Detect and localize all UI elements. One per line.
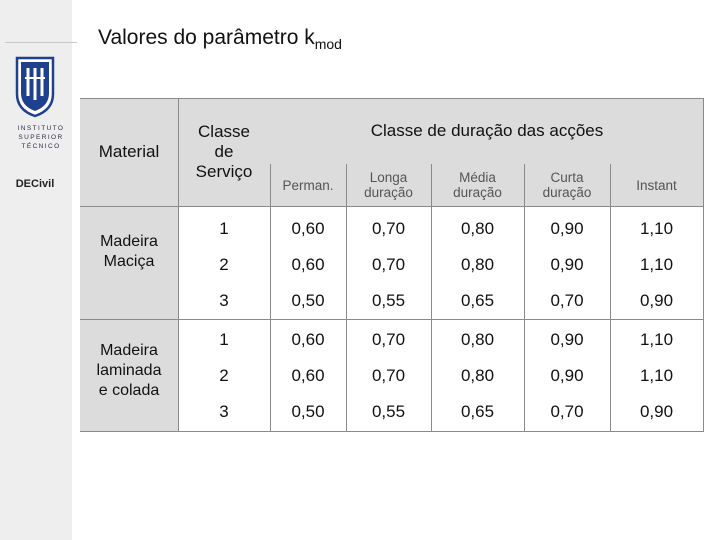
kmod-table [80,98,704,432]
title-text: Valores do parâmetro k [98,26,315,49]
institute-line: SUPERIOR [18,134,64,141]
material-glulam [80,319,178,431]
header-duration-line: Longa [369,170,408,185]
value-cell: 0,55 [371,291,406,310]
header-class-service-line: de [214,142,234,161]
material-line: laminada [96,362,162,379]
value-cell: 0,70 [371,255,406,274]
service-class-cell: 1 [219,219,229,238]
value-cell: 0,80 [460,330,495,349]
sidebar [0,0,72,540]
header-duration-group: Classe de duração das acções [370,121,604,140]
value-cell: 0,65 [460,291,495,310]
value-cell: 0,90 [550,255,584,274]
value-cell: 0,90 [550,330,584,349]
service-class-cell: 2 [219,366,229,385]
material-line: Maciça [103,253,155,270]
header-duration-medium [431,164,524,206]
service-class-cell: 3 [219,402,229,421]
header-class-service-line: Serviço [195,162,253,181]
value-cell: 0,70 [371,219,406,238]
header-duration-long [346,164,431,206]
service-class-cell: 3 [219,291,229,310]
header-duration-line: duração [364,185,413,200]
department-label: DECivil [15,178,55,190]
value-cell: 0,50 [291,291,325,310]
institute-name [5,124,77,151]
value-cell: 1,10 [639,255,674,274]
header-duration-instant [610,164,703,206]
material-line: Madeira [100,342,158,359]
institute-line: INSTITUTO [17,125,65,132]
value-cell: 0,60 [291,366,325,385]
value-cell: 1,10 [639,366,674,385]
value-cell: 0,90 [639,291,674,310]
service-class-cell: 1 [219,330,229,349]
value-cell: 0,90 [639,402,674,421]
value-cell: 0,80 [460,255,495,274]
header-duration-line: duração [453,185,502,200]
page-title [98,26,342,52]
header-material: Material [98,142,160,161]
value-cell: 0,65 [460,402,495,421]
value-cell: 0,90 [550,219,584,238]
value-cell: 1,10 [639,219,674,238]
value-cell: 0,80 [460,219,495,238]
logo-divider [5,42,77,43]
header-duration-line: duração [542,185,592,200]
header-duration-line: Curta [550,170,584,185]
value-cell: 0,55 [371,402,406,421]
value-cell: 0,50 [291,402,325,421]
value-cell: 0,80 [460,366,495,385]
value-cell: 0,70 [371,366,406,385]
material-solid-wood [80,206,178,319]
value-cell: 0,70 [550,402,584,421]
value-cell: 0,60 [291,255,325,274]
value-cell: 0,60 [291,330,325,349]
institute-line: TÉCNICO [21,143,61,150]
value-cell: 0,70 [371,330,406,349]
shield-icon [15,56,55,118]
value-cell: 1,10 [639,330,674,349]
title-subscript: mod [314,36,342,52]
value-cell: 0,60 [291,219,325,238]
material-line: e colada [98,382,160,399]
value-cell: 0,70 [550,291,584,310]
header-class-service [178,112,270,192]
header-duration-line: Média [459,170,496,185]
header-duration-line: Perman. [282,177,334,193]
header-duration-short [524,164,610,206]
service-class-cell: 2 [219,255,229,274]
header-class-service-line: Classe [198,122,250,141]
header-duration-line: Instant [636,177,677,193]
header-duration-permanent [270,164,346,206]
material-line: Madeira [100,233,158,250]
value-cell: 0,90 [550,366,584,385]
